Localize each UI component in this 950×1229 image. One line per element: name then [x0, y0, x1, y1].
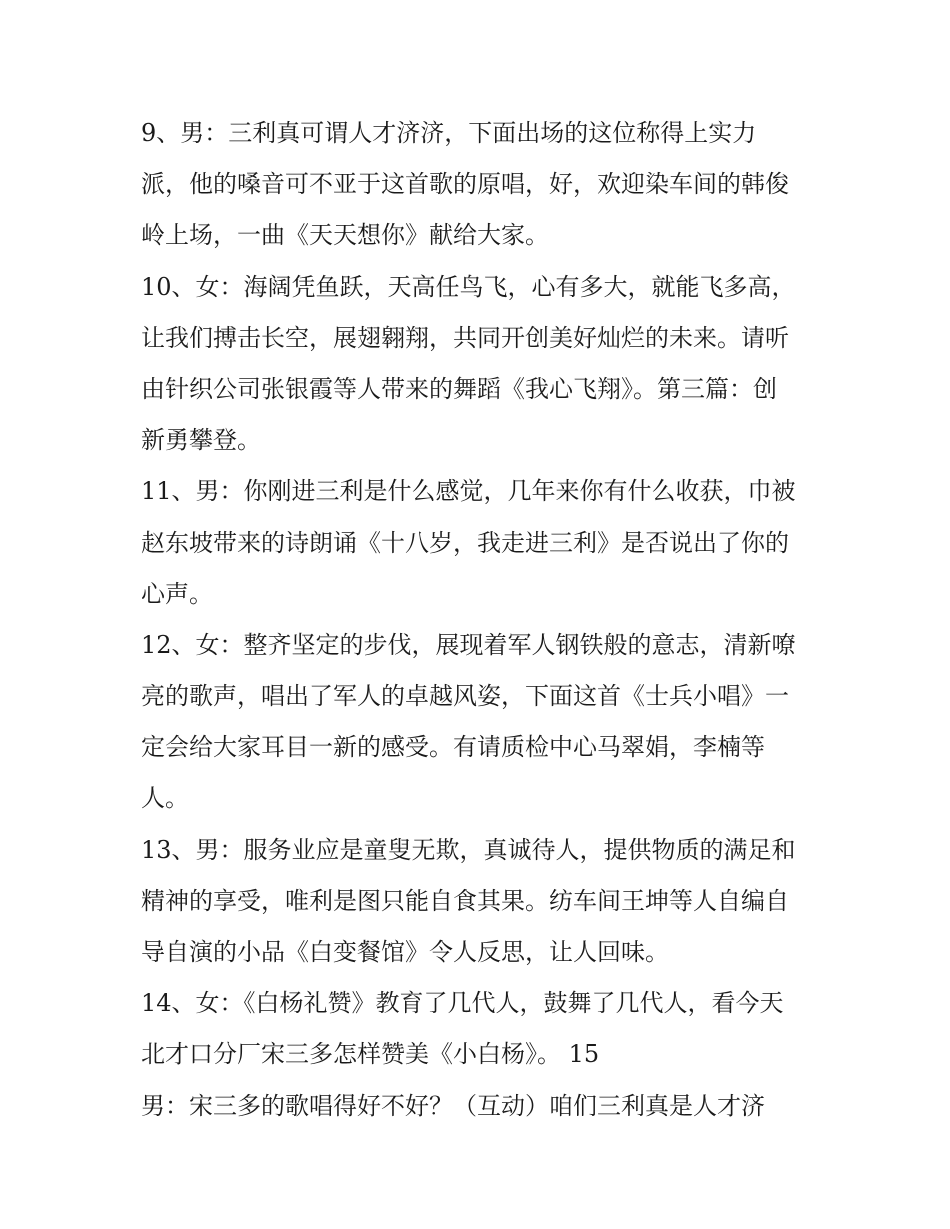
text-line: 新勇攀登。 — [141, 426, 261, 455]
text-line: 9、男：三利真可谓人才济济，下面出场的这位称得上实力 — [141, 119, 757, 147]
text-line: 由针织公司张银霞等人带来的舞蹈《我心飞翔》。第三篇：创 — [141, 374, 777, 403]
text-line: 人。 — [141, 784, 189, 813]
text-line: 派，他的嗓音可不亚于这首歌的原唱，好，欢迎染车间的韩俊 — [141, 170, 789, 199]
text-line: 11、男：你刚进三利是什么感觉，几年来你有什么收获，巾被 — [141, 477, 796, 506]
text-line: 10、女：海阔凭鱼跃，天高任鸟飞，心有多大，就能飞多高， — [141, 272, 796, 301]
text-line: 岭上场，一曲《天天想你》献给大家。 — [141, 221, 549, 250]
text-line: 14、女：《白杨礼赞》教育了几代人，鼓舞了几代人，看今天 — [141, 989, 784, 1018]
text-line: 精神的享受，唯利是图只能自食其果。纺车间王坤等人自编自 — [141, 886, 789, 915]
text-line: 定会给大家耳目一新的感受。有请质检中心马翠娟，李楠等 — [141, 733, 765, 762]
text-line: 赵东坡带来的诗朗诵《十八岁，我走进三利》是否说出了你的 — [141, 528, 789, 557]
text-line: 北才口分厂宋三多怎样赞美《小白杨》。 15 — [141, 1040, 600, 1069]
text-line: 13、男：服务业应是童叟无欺，真诚待人，提供物质的满足和 — [141, 835, 796, 864]
document-body — [141, 108, 821, 1132]
text-line: 心声。 — [141, 579, 213, 608]
text-line: 男：宋三多的歌唱得好不好？（互动）咱们三利真是人才济 — [141, 1091, 765, 1120]
text-line: 让我们搏击长空，展翅翱翔，共同开创美好灿烂的未来。请听 — [141, 323, 789, 352]
text-line: 导自演的小品《白变餐馆》令人反思，让人回味。 — [141, 938, 669, 966]
text-line: 亮的歌声，唱出了军人的卓越风姿，下面这首《士兵小唱》一 — [141, 682, 789, 711]
text-line: 12、女：整齐坚定的步伐，展现着军人钢铁般的意志，清新嘹 — [141, 630, 796, 659]
